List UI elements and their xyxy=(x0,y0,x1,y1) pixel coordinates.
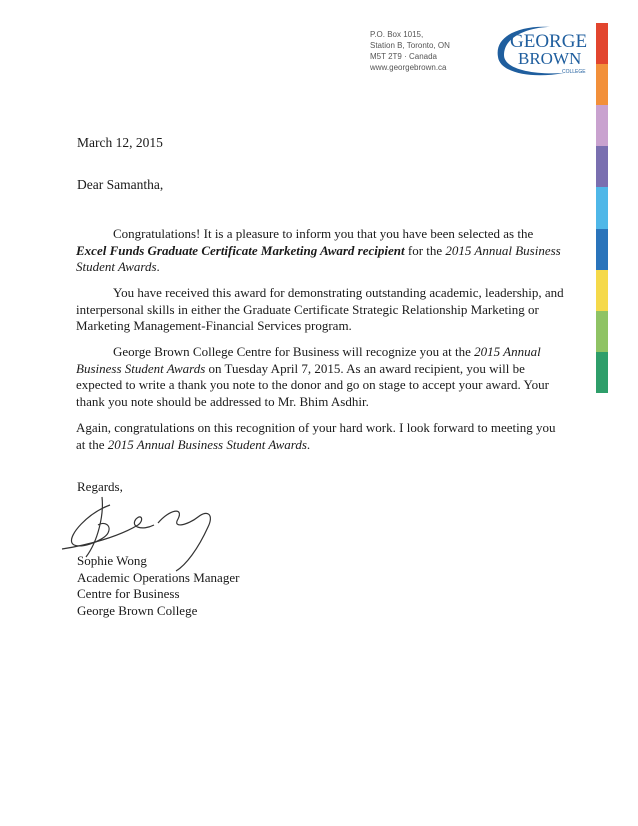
logo-word-brown: BROWN xyxy=(518,49,582,68)
address-line: Station B, Toronto, ON xyxy=(370,41,450,50)
signer-department: Centre for Business xyxy=(77,586,180,601)
p3-text-c: on Tuesday April 7, 2015. As an award recipient, you will be expected to write a thank you note to the donor and go on stage to accept your award. Your thank you note should be addressed to Mr. Bhim Asdhir. xyxy=(76,360,549,409)
color-band xyxy=(596,105,608,146)
p4-text-a: Again, congratulations on this recognition of your hard work. I look forward to meeting you at the xyxy=(76,420,556,452)
color-band xyxy=(596,229,608,270)
event-name: 2015 Annual Business Student Awards xyxy=(107,436,307,452)
p4-text-c: . xyxy=(306,436,311,452)
closing: Regards, xyxy=(77,479,123,494)
paragraph-3 xyxy=(76,344,566,410)
color-band xyxy=(596,146,608,187)
p1-text-c: for the xyxy=(404,242,446,258)
address-line: P.O. Box 1015, xyxy=(370,30,424,39)
address-line: www.georgebrown.ca xyxy=(370,63,447,72)
address-line: M5T 2T9 · Canada xyxy=(370,52,437,61)
color-band xyxy=(596,64,608,105)
salutation: Dear Samantha, xyxy=(77,177,164,192)
color-band xyxy=(596,187,608,228)
event-name: 2015 Annual Business Student Awards xyxy=(76,242,561,274)
color-band xyxy=(596,352,608,393)
paragraph-2 xyxy=(76,285,566,335)
color-band xyxy=(596,23,608,64)
p2-text: You have received this award for demonstrating outstanding academic, leadership, and interpersonal skills in either the Graduate Certificate Strategic Relationship Marketing or Marketing Management-Financial Services program. xyxy=(76,285,564,333)
p1-text-e: . xyxy=(156,259,160,274)
event-name: 2015 Annual Business Student Awards xyxy=(76,344,541,376)
signer-organization: George Brown College xyxy=(77,602,198,618)
color-band xyxy=(596,270,608,311)
letterhead-address xyxy=(370,29,450,73)
signature-block xyxy=(77,553,239,619)
paragraph-4 xyxy=(76,420,566,453)
signer-name: Sophie Wong xyxy=(77,553,147,568)
color-band xyxy=(596,311,608,352)
p3-text-a: George Brown College Centre for Business will recognize you at the xyxy=(113,344,475,359)
brand-color-strip xyxy=(596,23,608,393)
george-brown-logo xyxy=(492,23,592,79)
p1-text-a: Congratulations! It is a pleasure to inform you that you have been selected as the xyxy=(113,226,534,241)
paragraph-1 xyxy=(76,226,566,276)
logo-word-college: COLLEGE xyxy=(562,69,586,75)
letter-date: March 12, 2015 xyxy=(77,135,163,150)
signer-title: Academic Operations Manager xyxy=(77,569,240,585)
award-name: Excel Funds Graduate Certificate Marketing Award recipient xyxy=(76,242,405,258)
logo-word-george: GEORGE xyxy=(510,31,588,52)
